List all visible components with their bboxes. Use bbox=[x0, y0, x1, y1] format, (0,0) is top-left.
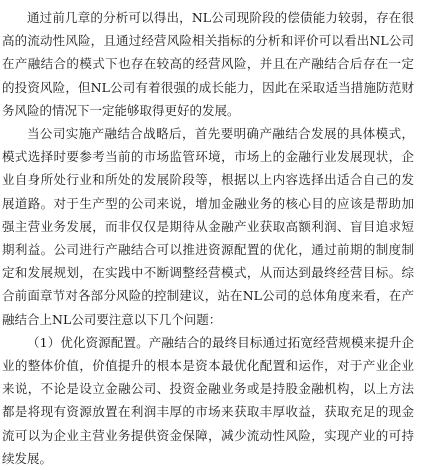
paragraph-3: （1）优化资源配置。产融结合的最终目标通过拓宽经营规模来提升企业的整体价值，价值提升的根本是资本最优化配置和运作，对于产业企业来说，不论是设立金融公司、投资金融业务或是持股金融机构，以上方法都是将现有资源放置在利润丰厚的市场来获取丰厚收益，获取充足的现金流可以为企业主营业务提供资金保障，减少流动性风险，实现产业的可持续发展。 bbox=[2, 334, 414, 466]
document-body bbox=[0, 6, 422, 470]
paragraph-2: 当公司实施产融结合战略后，首先要明确产融结合发展的具体模式，模式选择时要参考当前的市场监管环境，市场上的金融行业发展现状，企业自身所处行业和所处的发展阶段等，根据以上内容选择出适合自己的发展道路。对于生产型的公司来说，增加金融业务的核心目的应该是帮助加强主营业务发展，而非仅仅是期待从金融产业获取高额利润、盲目追求短期利益。公司进行产融结合可以推进资源配置的优化，通过前期的制度制定和发展规划，在实践中不断调整经营模式，从而达到最终经营目标。综合前面章节对各部分风险的控制建议，站在NL公司的总体角度来看，在产融结合上NL公司要注意以下几个问题： bbox=[2, 126, 414, 327]
paragraph-1: 通过前几章的分析可以得出，NL公司现阶段的偿债能力较弱，存在很高的流动性风险，且通过经营风险相关指标的分析和评价可以看出NL公司在产融结合的模式下也存在较高的经营风险，并且在产融结合后存在一定的投资风险，但NL公司有着很强的成长能力，因此在采取适当措施防范财务风险的情况下一定能够取得更好的发展。 bbox=[2, 10, 414, 118]
